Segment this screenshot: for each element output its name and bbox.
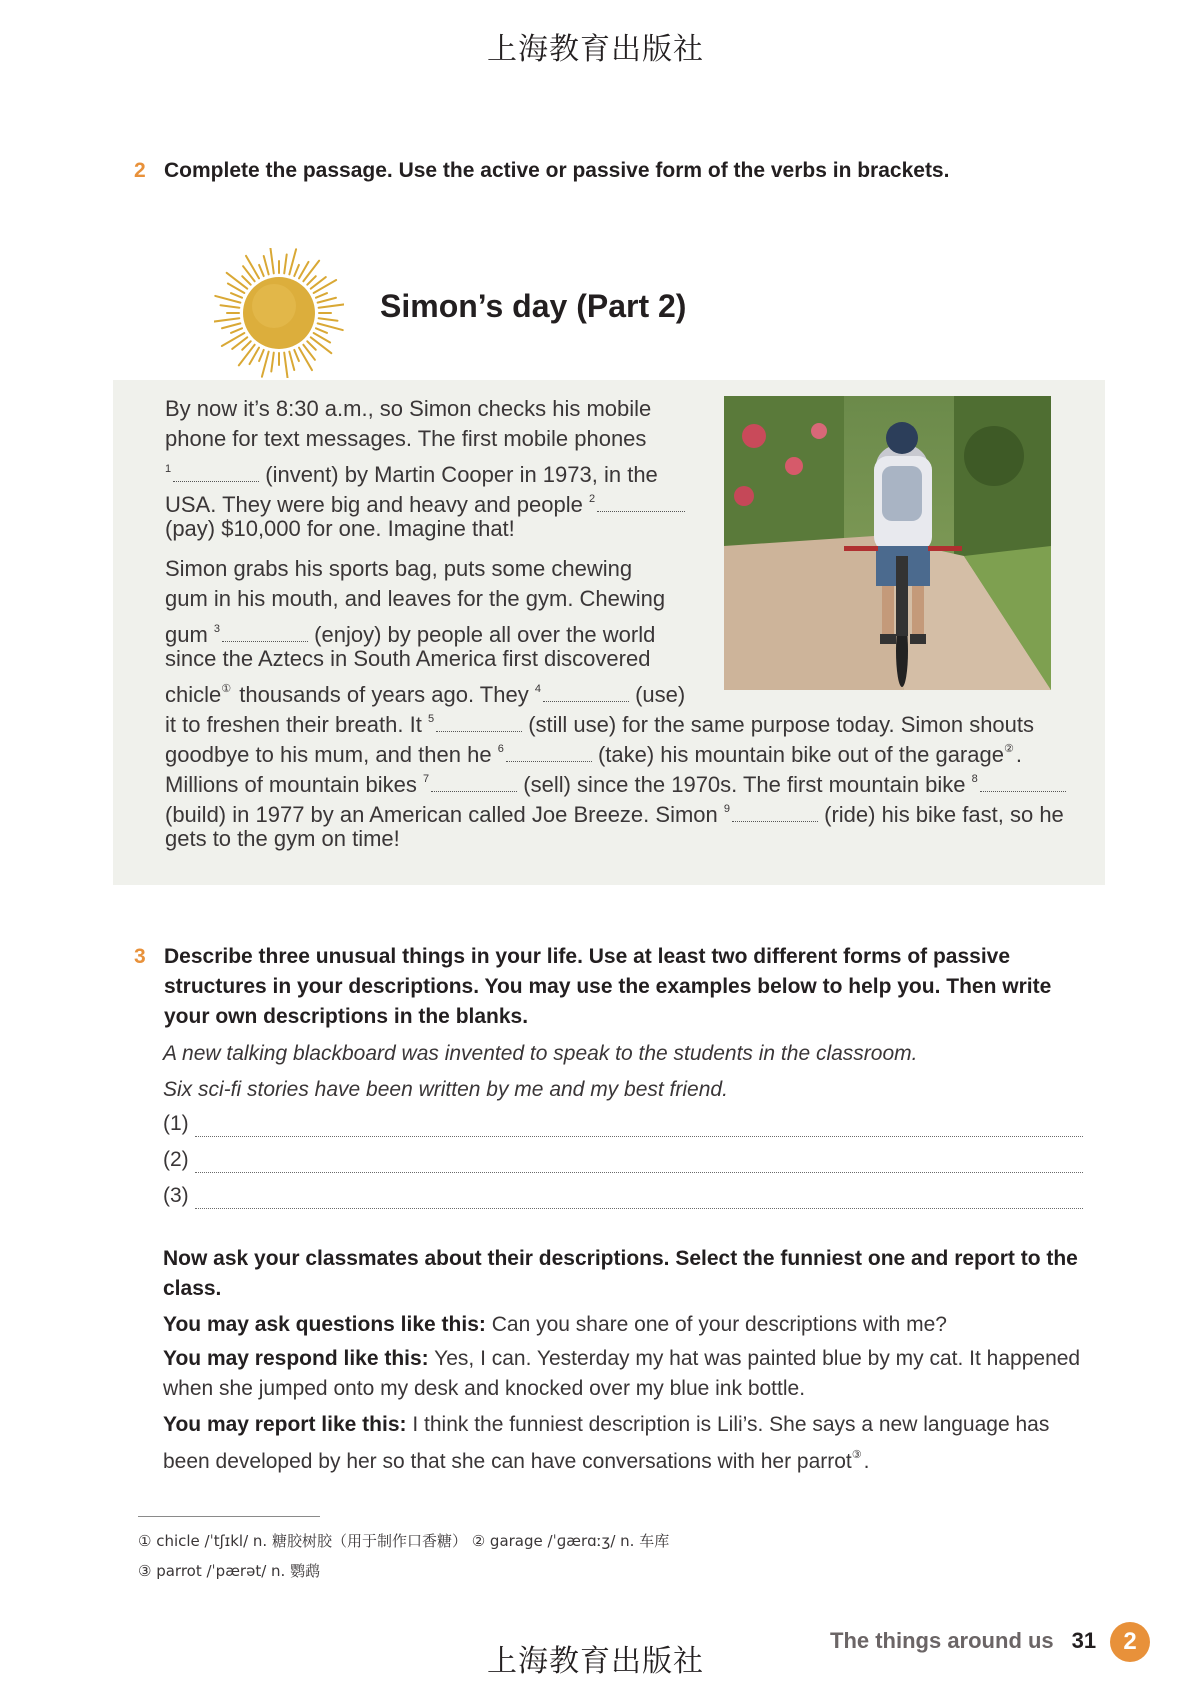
publisher-header: 上海教育出版社 [487,32,704,67]
sun-ray [319,304,344,307]
passage-line: $^1$ (invent) by Martin Cooper in 1973, in the [165,462,658,487]
passage-line: USA. They were big and heavy and people $^2$ [165,484,1065,514]
task-2-heading [136,156,1096,186]
sun-ray [242,276,250,284]
answer-blank-8[interactable] [980,772,1066,792]
blank-number: 9 [723,803,730,815]
sun-ray [239,345,255,366]
sun-ray [262,352,269,377]
sun-ray [221,305,240,307]
blank-number: 7 [423,773,430,785]
answer-blank-2[interactable] [597,492,685,512]
sun-ray [289,352,294,370]
footnote-mark: ② [1003,743,1014,755]
example-sentence: A new talking blackboard was invented to speak to the students in the classroom. [163,1042,918,1065]
sun-ray [307,341,315,349]
task-3-number: 3 [134,945,146,968]
example-sentence: Six sci-fi stories have been written by me and my best friend. [163,1078,728,1101]
sun-ray [314,280,337,293]
passage-text [165,394,1065,854]
sun-ray [270,248,273,273]
footnote-divider [138,1516,320,1517]
sun-ray [264,256,269,274]
answer-blank-5[interactable] [436,712,522,732]
sun-ray [284,353,287,378]
answer-line-3[interactable]: (3) [163,1180,1083,1214]
sun-ray [316,293,327,298]
passage-line: goodbye to his mum, and then he $^6$ (take) his mountain bike out of the garage②. [165,742,1022,767]
report-example: You may report like this: I think the funniest description is Lili’s. She says a new language has been developed by her so that she can have conversations with her parrot③. [163,1413,1050,1473]
footnote-1: ① chicle /ˈtʃɪkl/ n. 糖胶树胶（用于制作口香糖） ② garage /ˈɡærɑːʒ/ n. 车库 [138,1532,670,1550]
example-sentences [163,1036,1083,1108]
answer-blank-3[interactable] [222,622,308,642]
answer-line-2[interactable]: (2) [163,1144,1083,1178]
footnote-2: ③ parrot /ˈpærət/ n. 鹦鹉 [138,1562,321,1580]
sun-ray [303,261,319,282]
passage-line: it to freshen their breath. It $^5$ (still use) for the same purpose today. Simon shouts [165,712,1035,737]
sun-ray [294,350,299,361]
sun-ray [294,265,299,276]
sun-ray [259,265,264,276]
sun-ray [215,296,240,303]
task-3-heading [136,942,1096,1032]
passage-line: since the Aztecs in South America first discovered [165,646,651,671]
answer-blank-4[interactable] [543,682,629,702]
page-footer [830,1628,1096,1654]
blank-number: 3 [213,623,221,635]
task-3-instruction: Describe three unusual things in your life. Use at least two different forms of passive structures in your descriptions. You may use the examples below to help you. Then write your own descriptions in the blanks. [164,945,1052,1028]
blank-number: 1 [165,463,172,475]
footnote-mark: ③ [851,1449,862,1461]
passage-line: phone for text messages. The first mobile phones [165,426,647,451]
task-2-instruction: Complete the passage. Use the active or passive form of the verbs in brackets. [164,159,950,182]
sun-ray [316,328,327,333]
sun-ray [319,318,338,320]
blank-number: 2 [589,493,596,505]
answer-blank-7[interactable] [431,772,517,792]
passage-line: By now it’s 8:30 a.m., so Simon checks his mobile [165,396,652,421]
respond-example: You may respond like this: Yes, I can. Yesterday my hat was painted blue by my cat. It happened when she jumped onto my desk and knocked over my blue ink bottle. [163,1347,1081,1400]
unit-title: The things around us [830,1628,1054,1653]
passage-line: gum $^3$ (enjoy) by people all over the world [165,622,656,647]
passage-line: gum in his mouth, and leaves for the gym. Chewing [165,586,666,611]
sun-icon [214,248,344,378]
sun-ray [214,318,239,321]
blank-number: 5 [427,713,435,725]
sun-ray [242,341,250,349]
passage-line: gets to the gym on time! [165,826,400,851]
sun-ray [227,273,248,289]
blank-number: 4 [534,683,541,695]
blank-number: 8 [971,773,978,785]
sun-ray [311,337,332,353]
ask-example: You may ask questions like this: Can you share one of your descriptions with me? [163,1313,947,1336]
sun-ray [222,333,245,346]
sun-ray [231,293,242,298]
answer-blank-9[interactable] [732,802,818,822]
page-number: 31 [1071,1628,1097,1653]
answer-blank-6[interactable] [506,742,592,762]
sun-ray [231,328,242,333]
story-title: Simon’s day (Part 2) [380,288,687,324]
sun-ray [307,276,315,284]
sun-ray [259,350,264,361]
task-2-number: 2 [134,159,146,182]
passage-line: Simon grabs his sports bag, puts some chewing [165,556,633,581]
passage-line: Millions of mountain bikes $^7$ (sell) since the 1970s. The first mountain bike $^8$ [165,764,1065,794]
sun-ray [289,249,296,274]
footnote-mark: ① [221,683,232,695]
publisher-footer: 上海教育出版社 [487,1644,704,1679]
passage-line: (pay) $10,000 for one. Imagine that! [165,516,515,541]
sun-ray [271,353,273,372]
passage-line: chicle① thousands of years ago. They $^4$ (use) [165,682,686,707]
sun-ray [246,256,259,279]
sun-ray [318,323,343,330]
answer-line-1[interactable]: (1) [163,1108,1083,1142]
blank-number: 6 [497,743,504,755]
answer-blank-1[interactable] [173,462,259,482]
passage-line: (build) in 1977 by an American called Joe Breeze. Simon $^9$ (ride) his bike fast, so he [165,802,1064,827]
sun-ray [222,323,240,328]
followup-instruction: Now ask your classmates about their descriptions. Select the funniest one and report to the class. [163,1247,1078,1300]
sun-ray [284,255,286,274]
unit-badge: 2 [1110,1622,1150,1662]
sun-ray [299,348,312,371]
sun-ray [318,298,336,303]
